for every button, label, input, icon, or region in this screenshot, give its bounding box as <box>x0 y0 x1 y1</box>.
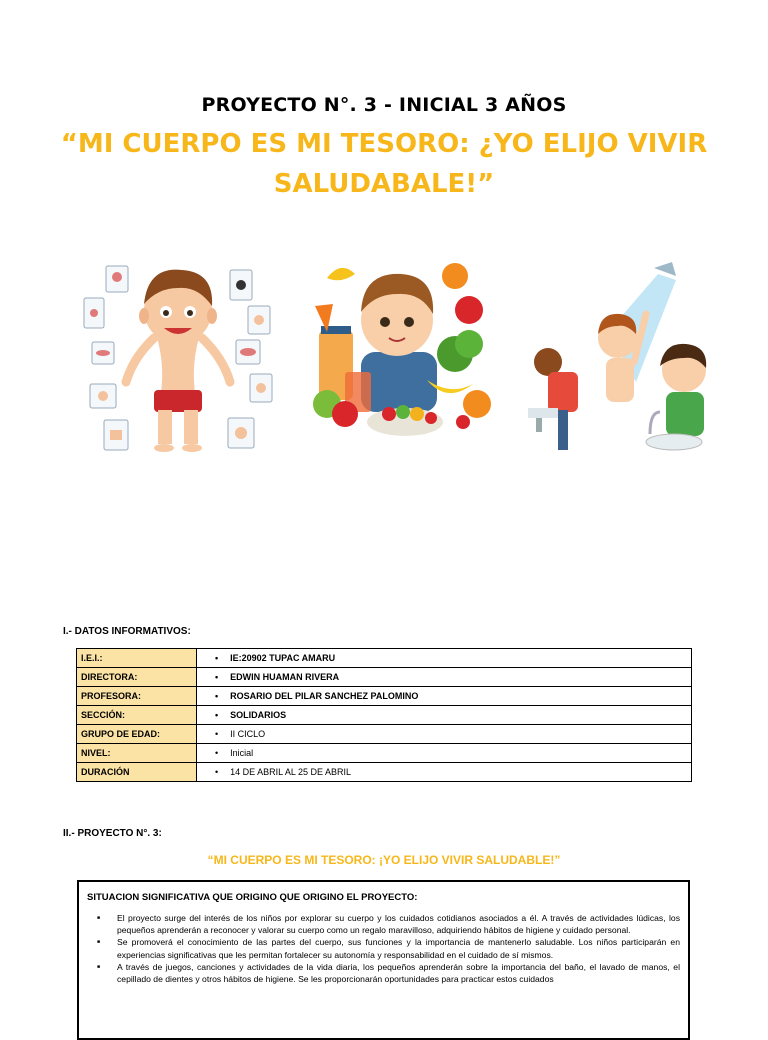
list-item: ■ Se promoverá el conocimiento de las partes del cuerpo, sus funciones y la importancia de mantenerlo saludable. Los niños participarán en experiencias significativas que les permitan fortalecer su autonomía y responsabilidad en el cuidado de sí mismos. <box>117 936 680 960</box>
row-label: NIVEL: <box>77 744 197 763</box>
subtitle-line-1: “MI CUERPO ES MI TESORO: ¿YO ELIJO VIVIR <box>60 129 708 159</box>
body-parts-illustration <box>78 258 278 458</box>
row-value: • Inicial <box>197 744 692 763</box>
row-value: • SOLIDARIOS <box>197 706 692 725</box>
table-row <box>77 744 692 763</box>
row-label: DIRECTORA: <box>77 668 197 687</box>
row-label: I.E.I.: <box>77 649 197 668</box>
page-title: PROYECTO N°. 3 - INICIAL 3 AÑOS <box>201 94 567 116</box>
table-row <box>77 668 692 687</box>
list-item: ■ A través de juegos, canciones y actividades de la vida diaria, los pequeños aprenderán sobre la importancia del baño, el lavado de manos, el cepillado de dientes y otros hábitos de higiene. Se les proporcionarán oportunidades para practicar estos cuidados <box>117 961 680 985</box>
proyecto-title: “MI CUERPO ES MI TESORO: ¡YO ELIJO VIVIR SALUDABLE!” <box>207 853 561 867</box>
row-value: • 14 DE ABRIL AL 25 DE ABRIL <box>197 763 692 782</box>
table-row <box>77 763 692 782</box>
table-row <box>77 706 692 725</box>
row-value: • II CICLO <box>197 725 692 744</box>
row-label: SECCIÓN: <box>77 706 197 725</box>
proyecto-heading: II.- PROYECTO N°. 3: <box>63 828 162 839</box>
boy-figure <box>126 270 230 452</box>
subtitle-line-2: SALUDABALE!” <box>273 169 495 199</box>
row-value: • ROSARIO DEL PILAR SANCHEZ PALOMINO <box>197 687 692 706</box>
project-subtitle <box>60 124 708 204</box>
row-label: DURACIÓN <box>77 763 197 782</box>
table-row <box>77 725 692 744</box>
datos-heading: I.- DATOS INFORMATIVOS: <box>63 626 191 637</box>
situacion-box <box>77 880 690 1040</box>
row-value: • IE:20902 TUPAC AMARU <box>197 649 692 668</box>
table-row <box>77 687 692 706</box>
datos-table <box>76 648 692 782</box>
table-row <box>77 649 692 668</box>
situacion-heading: SITUACION SIGNIFICATIVA QUE ORIGINO QUE ORIGINO EL PROYECTO: <box>87 892 418 903</box>
list-item: ■ El proyecto surge del interés de los niños por explorar su cuerpo y los cuidados cotidianos asociados a él. A través de actividades lúdicas, los pequeños aprenderán a reconocer y valorar su cuerpo como un regalo maravilloso, adquiriendo hábitos de higiene y cuidado personal. <box>117 912 680 936</box>
row-label: PROFESORA: <box>77 687 197 706</box>
healthy-eating-illustration <box>305 254 497 444</box>
situacion-list <box>87 912 680 985</box>
row-value: • EDWIN HUAMAN RIVERA <box>197 668 692 687</box>
child-washing-hands <box>646 344 706 450</box>
child-washing-face <box>528 348 578 450</box>
row-label: GRUPO DE EDAD: <box>77 725 197 744</box>
hygiene-illustration <box>526 262 716 458</box>
